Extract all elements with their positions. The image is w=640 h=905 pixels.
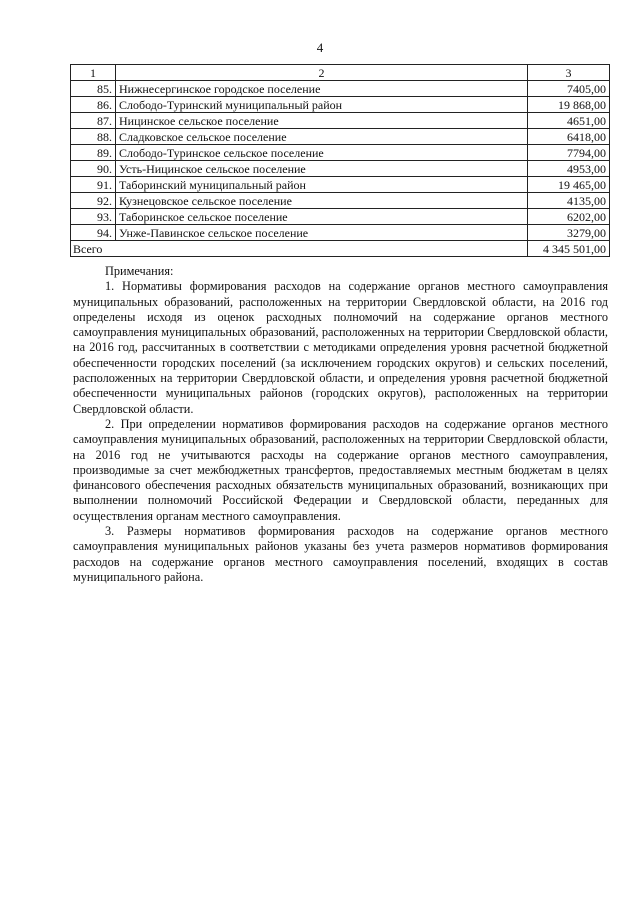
table-row [71,81,610,97]
table-row [71,113,610,129]
column-header-value: 3 [528,65,610,81]
note-paragraph: 3. Размеры нормативов формирования расходов на содержание органов местного самоуправления муниципальных районов указаны без учета размеров нормативов формирования расходов на содержание органов местного самоуправления поселений, входящих в состав муниципального района. [73,524,608,584]
table-row [71,145,610,161]
table-total-row [71,241,610,257]
row-name: Унже-Павинское сельское поселение [116,225,528,241]
row-number: 87. [71,113,116,129]
row-name: Нижнесергинское городское поселение [116,81,528,97]
row-number: 89. [71,145,116,161]
row-value: 7405,00 [528,81,610,97]
row-value: 3279,00 [528,225,610,241]
row-number: 92. [71,193,116,209]
row-value: 19 465,00 [528,177,610,193]
row-number: 86. [71,97,116,113]
row-value: 19 868,00 [528,97,610,113]
row-number: 91. [71,177,116,193]
row-value: 4651,00 [528,113,610,129]
page-number: 4 [316,40,324,55]
row-name: Кузнецовское сельское поселение [116,193,528,209]
notes-section [73,264,608,585]
row-name: Сладковское сельское поселение [116,129,528,145]
row-value: 6418,00 [528,129,610,145]
row-number: 85. [71,81,116,97]
table-row [71,225,610,241]
row-value: 6202,00 [528,209,610,225]
row-name: Слободо-Туринское сельское поселение [116,145,528,161]
column-header-name: 2 [116,65,528,81]
table-row [71,209,610,225]
row-value: 4135,00 [528,193,610,209]
row-name: Ницинское сельское поселение [116,113,528,129]
row-value: 7794,00 [528,145,610,161]
notes-title: Примечания: [105,264,174,278]
row-value: 4953,00 [528,161,610,177]
row-name: Слободо-Туринский муниципальный район [116,97,528,113]
row-name: Таборинское сельское поселение [116,209,528,225]
row-number: 88. [71,129,116,145]
column-header-number: 1 [71,65,116,81]
total-label: Всего [71,241,528,257]
table-row [71,97,610,113]
table-row [71,177,610,193]
total-value: 4 345 501,00 [528,241,610,257]
table-row [71,161,610,177]
row-number: 94. [71,225,116,241]
row-name: Таборинский муниципальный район [116,177,528,193]
note-paragraph: 1. Нормативы формирования расходов на содержание органов местного самоуправления муниципальных образований, расположенных на территории Свердловской области, на 2016 год определены исходя из оценок расходных полномочий на содержание органов местного самоуправления муниципальных образований, расположенных на территории Свердловской области, на 2016 год, рассчитанных в соответствии с методиками определения уровня расчетной бюджетной обеспеченности городских поселений (за исключением городских округов) и сельских поселений, расположенных на территории Свердловской области, и определения уровня расчетной бюджетной обеспеченности муниципальных районов (городских округов), расположенных на территории Свердловской области. [73,279,608,416]
budget-norms-table [70,64,610,257]
row-number: 93. [71,209,116,225]
note-paragraph: 2. При определении нормативов формирования расходов на содержание органов местного самоуправления муниципальных образований, расположенных на территории Свердловской области, на 2016 год не учитываются расходы на содержание органов местного самоуправления, производимые за счет межбюджетных трансфертов, предоставляемых местным бюджетам в целях финансового обеспечения расходных обязательств муниципальных образований, возникающих при выполнении полномочий Российской Федерации и Свердловской области, переданных для осуществления органам местного самоуправления. [73,416,608,523]
row-number: 90. [71,161,116,177]
table-row [71,129,610,145]
row-name: Усть-Ницинское сельское поселение [116,161,528,177]
table-row [71,193,610,209]
table-header-row [71,65,610,81]
